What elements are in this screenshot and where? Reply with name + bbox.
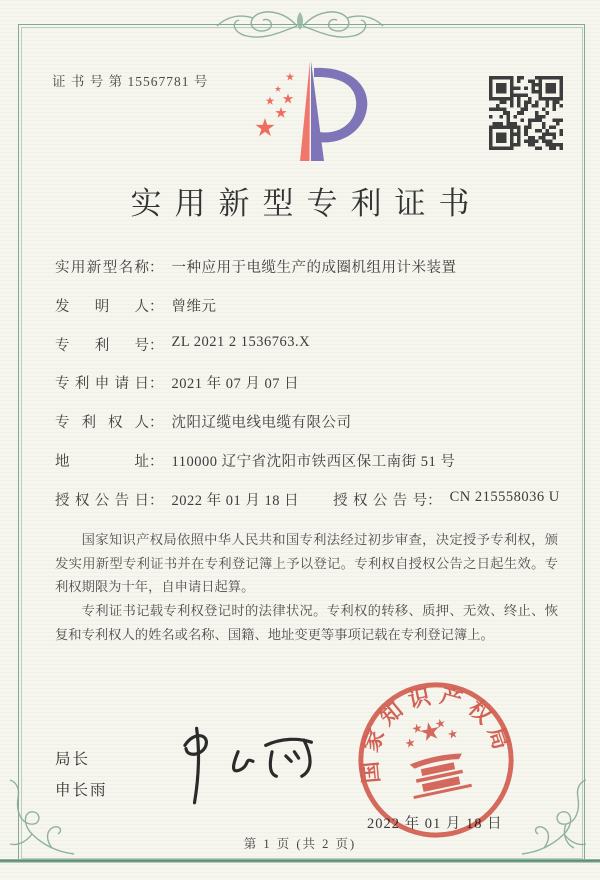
certificate-title: 实用新型专利证书 [130, 186, 483, 221]
field-colon: ： [149, 415, 164, 432]
field-label: 发明人 [55, 298, 149, 315]
field-utility-model-name [55, 256, 565, 295]
certificate-number: 证 书 号 第 15567781 号 [52, 74, 209, 89]
field-value: ZL 2021 2 1536763.X [171, 333, 311, 350]
field-application-date [55, 372, 565, 411]
qr-code [489, 76, 563, 150]
signer-block [55, 744, 108, 806]
issue-date: 2022 年 01 月 18 日 [367, 816, 503, 832]
grant-number-value: CN 215558036 U [449, 488, 560, 505]
field-label: 专利号 [55, 337, 149, 354]
field-value: 2021 年 07 月 07 日 [171, 376, 300, 393]
grant-date-label: 授权公告日 [55, 492, 149, 509]
field-address [55, 450, 565, 489]
grant-date-value: 2022 年 01 月 18 日 [171, 492, 300, 509]
legal-paragraph-2: 专利证书记载专利权登记时的法律状况。专利权的转移、质押、无效、终止、恢复和专利权人的姓名或名称、国籍、地址变更等事项记载在专利登记簿上。 [55, 602, 558, 642]
field-colon: ： [149, 337, 164, 354]
field-value: 沈阳辽缆电线电缆有限公司 [171, 415, 352, 432]
bottom-border-rule [0, 859, 600, 863]
field-colon: ： [149, 260, 164, 276]
seal-national-emblem [399, 715, 472, 799]
field-colon: ： [149, 298, 164, 315]
top-center-flourish-ornament [205, 6, 395, 44]
field-colon: ： [149, 376, 164, 393]
handwritten-signature [142, 722, 332, 807]
field-label: 专利权人 [55, 415, 149, 432]
grant-number-label: 授权公告号 [333, 492, 428, 509]
field-value: 110000 辽宁省沈阳市铁西区保工南街 51 号 [171, 453, 456, 470]
signer-name: 申长雨 [55, 782, 108, 799]
field-patentee [55, 411, 565, 450]
field-inventor [55, 295, 565, 334]
field-value: 一种应用于电缆生产的成圈机组用计米装置 [171, 260, 457, 276]
field-label: 实用新型名称 [55, 260, 149, 276]
cnipa-logo-icon [243, 58, 378, 168]
signer-role: 局长 [55, 751, 91, 768]
legal-paragraph-1: 国家知识产权局依照中华人民共和国专利法经过初步审查，决定授予专利权，颁发实用新型专利证书并在专利登记簿上予以登记。专利权自授权公告之日起生效。专利权期限为十年，自申请日起算。 [55, 532, 558, 595]
field-grant-row [55, 489, 565, 528]
field-patent-number [55, 334, 565, 373]
seal-text: 国家知识产权局 [357, 683, 516, 785]
field-list [55, 256, 565, 528]
field-label: 专利申请日 [55, 376, 149, 393]
field-colon: ： [149, 453, 164, 470]
field-colon: ： [427, 492, 442, 509]
cnipa-red-seal [336, 660, 535, 859]
field-value: 曾维元 [171, 298, 217, 315]
page-number: 第 1 页 (共 2 页) [243, 837, 357, 851]
field-colon: ： [149, 492, 164, 509]
legal-text [55, 528, 558, 646]
field-label: 地址 [55, 453, 149, 470]
